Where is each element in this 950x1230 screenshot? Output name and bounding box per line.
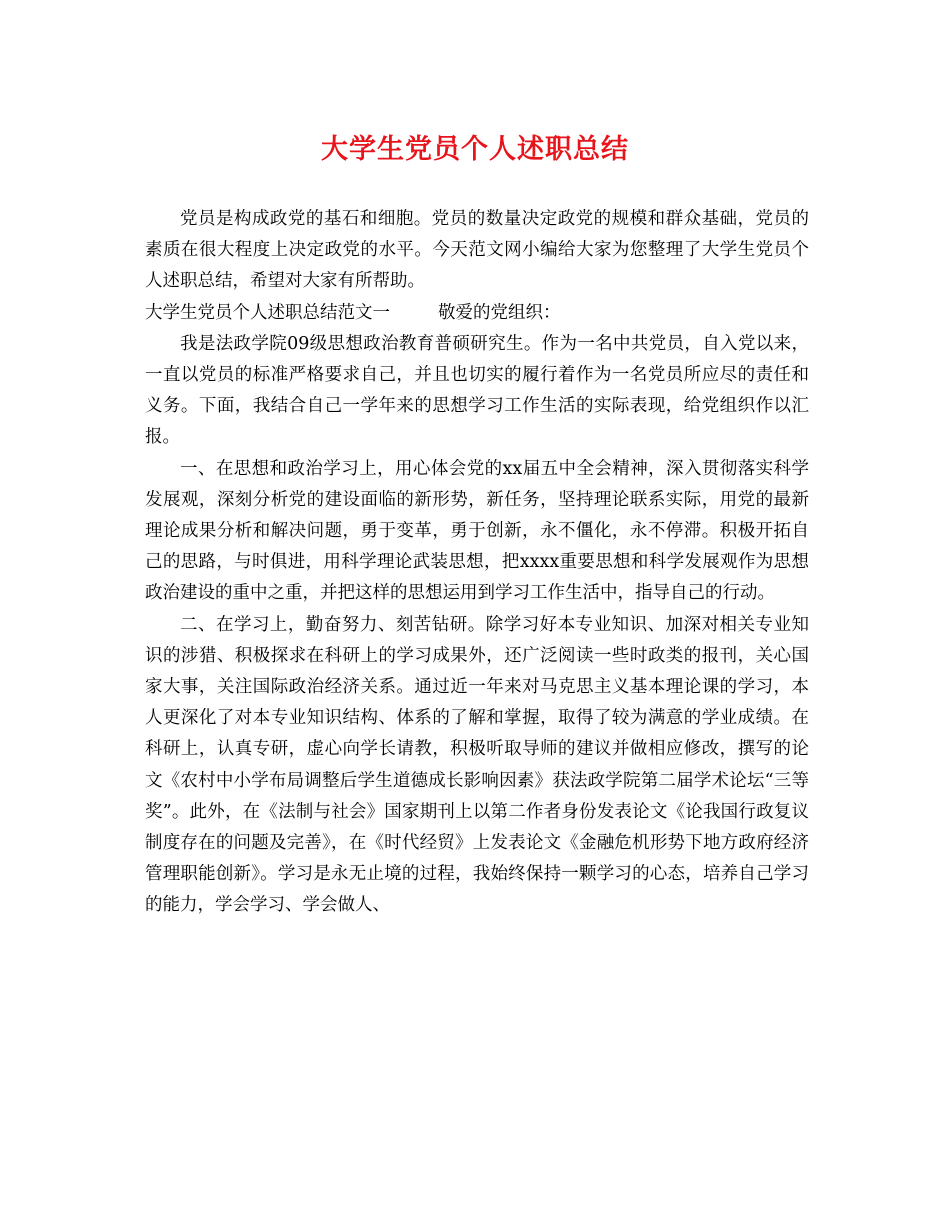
document-title: 大学生党员个人述职总结 — [321, 134, 629, 165]
sample-heading: 大学生党员个人述职总结范文一 — [145, 302, 390, 323]
salutation: 敬爱的党组织： — [438, 302, 561, 323]
sample-heading-line — [145, 298, 809, 329]
document-body — [145, 204, 809, 922]
body-paragraph-section-1: 一、在思想和政治学习上，用心体会党的xx届五中全会精神，深入贯彻落实科学发展观，深刻分析党的建设面临的新形势，新任务，坚持理论联系实际，用党的最新理论成果分析和解决问题，勇于变革，勇于创新，永不僵化，永不停滞。积极开拓自己的思路，与时俱进，用科学理论武装思想，把xxxx重要思想和科学发展观作为思想政治建设的重中之重，并把这样的思想运用到学习工作生活中，指导自己的行动。 — [145, 458, 809, 604]
intro-paragraph: 党员是构成政党的基石和细胞。党员的数量决定政党的规模和群众基础，党员的素质在很大程度上决定政党的水平。今天范文网小编给大家为您整理了大学生党员个人述职总结，希望对大家有所帮助。 — [145, 209, 809, 292]
body-paragraph-intro: 我是法政学院09级思想政治教育普硕研究生。作为一名中共党员，自入党以来，一直以党员的标准严格要求自己，并且也切实的履行着作为一名党员所应尽的责任和义务。下面，我结合自己一学年来的思想学习工作生活的实际表现，给党组织作以汇报。 — [145, 333, 809, 448]
body-paragraph-section-2: 二、在学习上，勤奋努力、刻苦钻研。除学习好本专业知识、加深对相关专业知识的涉猎、积极探求在科研上的学习成果外，还广泛阅读一些时政类的报刊，关心国家大事，关注国际政治经济关系。通过近一年来对马克思主义基本理论课的学习，本人更深化了对本专业知识结构、体系的了解和掌握，取得了较为满意的学业成绩。在科研上，认真专研，虚心向学长请教，积极听取导师的建议并做相应修改，撰写的论文《农村中小学布局调整后学生道德成长影响因素》获法政学院第二届学术论坛“三等奖”。此外，在《法制与社会》国家期刊上以第二作者身份发表论文《论我国行政复议制度存在的问题及完善》，在《时代经贸》上发表论文《金融危机形势下地方政府经济管理职能创新》。学习是永无止境的过程，我始终保持一颗学习的心态，培养自己学习的能力，学会学习、学会做人、 — [145, 614, 809, 916]
